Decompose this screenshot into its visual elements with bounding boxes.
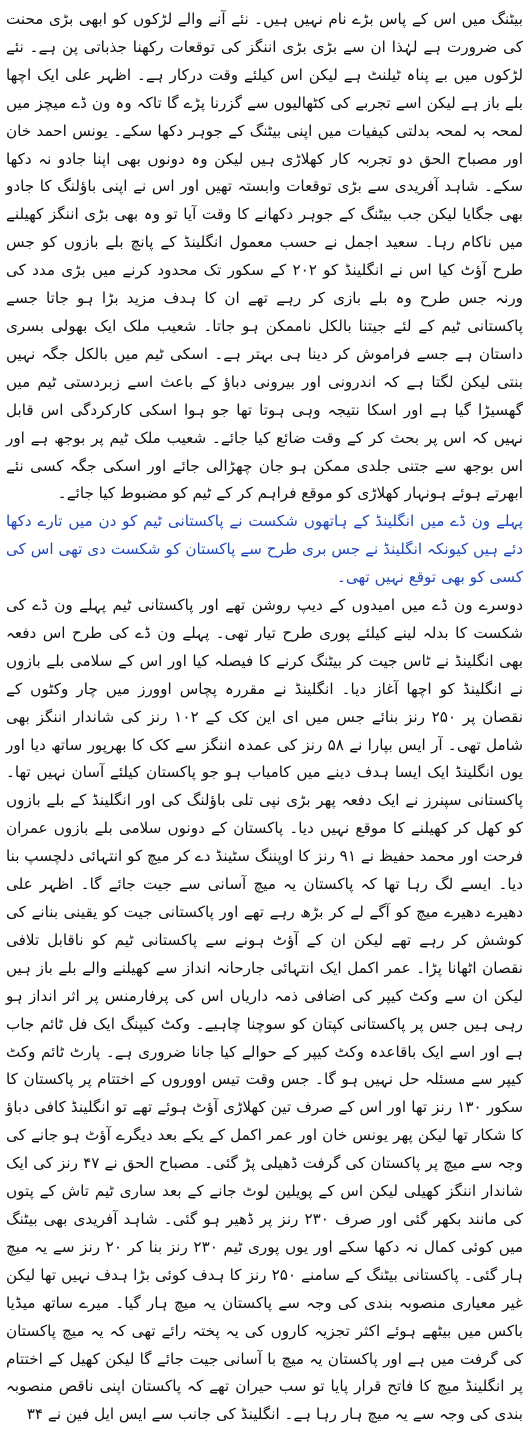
article-highlight-paragraph: پہلے ون ڈے میں انگلینڈ کے ہاتھوں شکست نے پاکستانی ٹیم کو دن میں تارے دکھا دئے ہیں کیونکہ انگلینڈ نے جس بری طرح سے پاکستان کو شکست دی تھی اس کی کسی کو بھی توقع نہیں تھی۔ — [6, 512, 523, 587]
article-body — [6, 6, 523, 1429]
article-paragraph: دوسرے ون ڈے میں امیدوں کے دیپ روشن تھے اور پاکستانی ٹیم پہلے ون ڈے کی شکست کا بدلہ لینے کیلئے پوری طرح تیار تھی۔ پہلے ون ڈے کی طرح اس دفعہ بھی انگلینڈ نے ٹاس جیت کر بیٹنگ کرنے کا فیصلہ کیا اور اس کے سلامی بلے بازوں نے انگلینڈ کو اچھا آغاز دیا۔ انگلینڈ نے مقررہ پچاس اوورز میں چار وکٹوں کے نقصان پر ۲۵۰ رنز بنائے جس میں ای این کک کے ۱۰۲ رنز کی شاندار اننگز بھی شامل تھی۔ آر ایس بپارا نے ۵۸ رنز کی عمدہ اننگز سے کک کا بھرپور ساتھ دیا اور یوں انگلینڈ ایک ایسا ہدف دینے میں کامیاب ہو جو پاکستان کیلئے آسان نہیں تھا۔ پاکستانی سپنرز نے ایک دفعہ پھر بڑی نپی تلی باؤلنگ کی اور انگلینڈ کے بلے بازوں کو کھل کر کھیلنے کا موقع نہیں دیا۔ پاکستان کے دونوں سلامی بلے بازوں عمران فرحت اور محمد حفیظ نے ۹۱ رنز کا اوپننگ سٹینڈ دے کر میچ کو انتہائی دلچسپ بنا دیا۔ ایسے لگ رہا تھا کہ پاکستان یہ میچ آسانی سے جیت جائے گا۔ اظہر علی دھیرے دھیرے میچ کو آگے لے کر بڑھ رہے تھے اور پاکستانی جیت کو یقینی بنانے کی کوشش کر رہے تھے لیکن ان کے آؤٹ ہونے سے پاکستانی ٹیم کو ناقابل تلافی نقصان اٹھانا پڑا۔ عمر اکمل ایک انتہائی جارحانہ انداز سے کھیلنے والے بلے باز ہیں لیکن ان سے وکٹ کیپر کی اضافی ذمہ داریاں اس کی پرفارمنس پر اثر انداز ہو رہی ہیں جس پر پاکستانی کپتان کو سوچنا چاہیے۔ وکٹ کیپنگ ایک فل ٹائم جاب ہے اور اسے ایک باقاعدہ وکٹ کیپر کے حوالے کیا جانا ضروری ہے۔ پارٹ ٹائم وکٹ کیپر سے مسئلہ حل نہیں ہو گا۔ جس وقت تیس اووروں کے اختتام پر پاکستان کا سکور ۱۳۰ رنز تھا اور اس کے صرف تین کھلاڑی آؤٹ ہوئے تھے تو انگلینڈ کافی دباؤ کا شکار تھا لیکن پھر یونس خان اور عمر اکمل کے یکے بعد دیگرے آؤٹ ہو جانے کی وجہ سے میچ پر پاکستان کی گرفت ڈھیلی پڑ گئی۔ مصباح الحق نے ۴۷ رنز کی ایک شاندار اننگز کھیلی لیکن اس کے پویلین لوٹ جانے کے بعد ساری ٹیم تاش کے پتوں کی مانند بکھر گئی اور صرف ۲۳۰ رنز پر ڈھیر ہو گئی۔ شاہد آفریدی بھی بیٹنگ میں کوئی کمال نہ دکھا سکے اور یوں پوری ٹیم ۲۳۰ رنز بنا کر ۲۰ رنز سے یہ میچ ہار گئی۔ پاکستانی بیٹنگ کے سامنے ۲۵۰ رنز کا ہدف کوئی بڑا ہدف نہیں تھا لیکن غیر معیاری منصوبہ بندی کی وجہ سے پاکستان یہ میچ ہار گیا۔ میرے ساتھ میڈیا باکس میں بیٹھے ہوئے اکثر تجزیہ کاروں کی یہ پختہ رائے تھی کہ یہ میچ پاکستان کی گرفت میں ہے اور پاکستان یہ میچ با آسانی جیت جائے گا لیکن کھیل کے اختتام پر انگلینڈ میچ کا فاتح قرار پایا تو سب حیران تھے کہ پاکستان اپنی ناقص منصوبہ بندی کی وجہ سے یہ میچ ہار رہا ہے۔ انگلینڈ کی جانب سے ایس ایل فین نے ۳۴ — [6, 596, 524, 1424]
article-paragraph: بیٹنگ میں اس کے پاس بڑے نام نہیں ہیں۔ نئے آنے والے لڑکوں کو ابھی بڑی محنت کی ضرورت ہے لہٰذا ان سے بڑی بڑی اننگز کی توقعات رکھنا جذباتی پن ہے۔ نئے لڑکوں میں بے پناہ ٹیلنٹ ہے لیکن اس کیلئے وقت درکار ہے۔ اظہر علی ایک اچھا بلے باز ہے لیکن اسے تجربے کی کٹھالیوں سے گزرنا پڑے گا تاکہ وہ ون ڈے میچز میں لمحہ بہ لمحہ بدلتی کیفیات میں اپنی بیٹنگ کے جوہر دکھا سکے۔ یونس احمد خان اور مصباح الحق دو تجربہ کار کھلاڑی ہیں لیکن وہ دونوں بھی اپنا جادو نہ دکھا سکے۔ شاہد آفریدی سے بڑی توقعات وابستہ تھیں اور اس نے اپنی باؤلنگ کا جادو بھی جگایا لیکن جب بیٹنگ کے جوہر دکھانے کا وقت آیا تو وہ بھی بڑی اننگز کھیلنے میں ناکام رہا۔ سعید اجمل نے حسب معمول انگلینڈ کے پانچ بلے بازوں کو جس طرح آؤٹ کیا اس نے انگلینڈ کو ۲۰۲ کے سکور تک محدود کرنے میں بڑی مدد کی ورنہ جس طرح وہ بلے بازی کر رہے تھے ان کا ہدف مزید بڑا ہو جاتا جسے پاکستانی ٹیم کے لئے جیتنا بالکل ناممکن ہو جاتا۔ شعیب ملک ایک بھولی بسری داستان ہے جسے فراموش کر دینا ہی بہتر ہے۔ اسکی ٹیم میں بالکل جگہ نہیں بنتی لیکن لگتا ہے کہ اندرونی اور بیرونی دباؤ کے باعث اسے زبردستی ٹیم میں گھسیڑا گیا ہے اور اسکا نتیجہ وہی ہوتا تھا جو ہوا اسکی کارکردگی اس قابل نہیں کہ اس پر بحث کر کے وقت ضائع کیا جائے۔ شعیب ملک ٹیم پر بوجھ ہے اور اس بوجھ سے جتنی جلدی ممکن ہو جان چھڑالی جائے اور اسکی جگہ کسی نئے ابھرتے ہوئے ہونہار کھلاڑی کو موقع فراہم کر کے ٹیم کو مضبوط کیا جائے۔ — [6, 10, 523, 503]
